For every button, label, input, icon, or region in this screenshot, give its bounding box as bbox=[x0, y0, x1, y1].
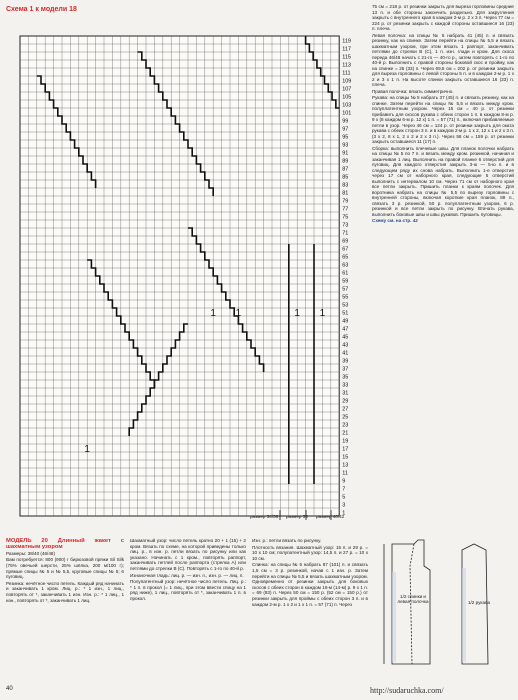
col2-para-2: Изнаночная гладь: лиц. р. — изн. п., изн. р. — лиц. п. bbox=[130, 572, 244, 578]
row-label: 3 bbox=[342, 502, 346, 509]
col3-para-2: Плотность вязания. Шахматный узор: 15 п. и 29 р. = 10 х 10 см; полупатентный узор: 14,5 п. и 27 р. = 10 х 10 см. bbox=[252, 544, 368, 561]
row-label: 41 bbox=[342, 350, 349, 357]
row-label: 115 bbox=[342, 54, 351, 61]
schematic-label-back: 1/2 спинки и левая полочка bbox=[397, 594, 429, 604]
col1-para-1: Размеры: 38/40 (46/48) bbox=[6, 550, 55, 556]
row-label: 61 bbox=[342, 270, 349, 277]
row-label: 103 bbox=[342, 102, 352, 109]
col2-para-3: Полупатентный узор: нечётное число петель. Лиц. р.: * 1 п. в прокол (= 1 лиц., при этом ввести спицу на 1 ряд ниже), 1 лиц., повторять от *, заканчивать 1 п. в прокол. bbox=[130, 579, 246, 601]
row-label: 109 bbox=[342, 78, 352, 85]
row-label: 27 bbox=[342, 406, 349, 413]
row-label: 93 bbox=[342, 142, 349, 149]
row-label: 87 bbox=[342, 166, 349, 173]
text-para-3: Правая полочка: вязать симметрично. bbox=[372, 88, 454, 94]
row-label: 1 bbox=[342, 510, 346, 517]
row-label: 5 bbox=[342, 494, 346, 501]
row-label: 113 bbox=[342, 62, 351, 69]
lower-column-1 bbox=[6, 538, 124, 604]
row-label: 17 bbox=[342, 446, 349, 453]
col2-para-1: Шахматный узор: число петель кратно 20 + 1 (15) + 2 кром. Вязать по схеме, на которой приведены только лиц. р., в изн. р. петли вязать по рисунку или как указано. Начинать с 1 кром., повторять раппорт, заканчивать петлей после раппорта (стрелка А) или петлями до стрелки В (С). Повторять с 1-го по 40-й р. bbox=[130, 538, 246, 571]
source-url[interactable]: http://sudaruchka.com/ bbox=[370, 686, 444, 695]
size-label-38: размер 38 bbox=[286, 514, 308, 519]
row-label: 55 bbox=[342, 294, 349, 301]
size-label-40-42: размер 40/42 bbox=[316, 514, 345, 519]
row-label: 75 bbox=[342, 214, 349, 221]
row-label: 21 bbox=[342, 430, 349, 437]
row-label: 77 bbox=[342, 206, 349, 213]
right-text-column bbox=[372, 4, 514, 225]
model-heading: МОДЕЛЬ 20 Длинный жакет с шахматным узором bbox=[6, 538, 124, 551]
cell-mark: 1 bbox=[235, 308, 242, 319]
row-label: 47 bbox=[342, 326, 349, 333]
row-label: 39 bbox=[342, 358, 349, 365]
text-para-5: Сборка: выполнить плечевые швы. Для планок полочки набрать на спицы № 5 по 7 п. и вязать между кром. резинкой, начиная и заканчивая 1 лиц. Выполнить на правой планке 6 отверстий для пуговиц. Для каждого отверстия закрыть 3-ю — 5-ю п. и в следующем ряду их снова набрать. Выполнить 1-е отверстие через 17 см от наборного края, следующие 5 отверстий выполнить с интервалом 10 см. Через 71 см от наборного края все петли закрыть. Пришить планки к краям полочек. Для воротника набрать на спицы № 5,5 по вырезу горловины с внутренней стороны, включая короткие края планок, 89 п., связать 3 р. резинкой, 50 р. полуплатентным узором, 6 р. резинкой и все петли закрыть по рисунку. Втачать рукава, выполнить боковые швы и швы рукавов. Пришить пуговицы. bbox=[372, 145, 514, 217]
cell-mark: 1 bbox=[84, 444, 90, 455]
cell-mark: 1 bbox=[294, 308, 300, 319]
row-label: 117 bbox=[342, 46, 351, 53]
row-label: 37 bbox=[342, 366, 349, 373]
text-para-1: 75 см = 218 р. от резинки закрыть для выреза горловины средние 13 п. и обе стороны закончить раздельно. Для закругления закрыть с внутреннего края в каждом 2-м р. 2 х 3 п. Через 77 см = 224 р. от резинки закрыть с каждой стороны оставшиеся 16 (23) п. плеча. bbox=[372, 4, 514, 31]
col3-para-1: Изн. р.: петли вязать по рисунку. bbox=[252, 538, 322, 543]
row-label: 57 bbox=[342, 286, 349, 293]
schema-link[interactable]: Схему см. на стр. 42 bbox=[372, 218, 418, 223]
row-label: 59 bbox=[342, 278, 349, 285]
row-label: 79 bbox=[342, 198, 349, 205]
row-label: 67 bbox=[342, 246, 349, 253]
cell-mark: 1 bbox=[210, 308, 216, 319]
lower-column-3 bbox=[252, 538, 368, 608]
row-label: 85 bbox=[342, 174, 349, 181]
row-label: 91 bbox=[342, 150, 349, 157]
row-label: 45 bbox=[342, 334, 349, 341]
row-label: 9 bbox=[342, 478, 346, 485]
row-label: 71 bbox=[342, 230, 349, 237]
row-label: 73 bbox=[342, 222, 349, 229]
row-label: 99 bbox=[342, 118, 349, 125]
text-para-2: Левая полочка: на спицы № 5 набрать 41 (45) п. и связать резинку, как на спинке. Затем перейти на спицы № 5,5 и вязать шахматным узором, при этом вязать 1 раппорт, заканчивать петлями до стрелки В (С), 1 п. изн. глади и кром. Для скоса переда 46/48 начать с 21-го — 40-го р., затем повторять с 1-го по 40-й р. Выполнить с правой стороны боковой скос и пройму, как на спинке = 25 (33) п. Через 69,5 см = 202 р. от резинки закрыть для выреза горловины с левой стороны 5 п. и в каждом 2-м р. 1 х 2 и 3 х 1 п. На высоте спинки закрыть оставшиеся 16 (23) п. плеча. bbox=[372, 32, 514, 87]
row-label: 105 bbox=[342, 94, 352, 101]
row-label: 89 bbox=[342, 158, 349, 165]
row-label: 97 bbox=[342, 126, 349, 133]
row-label: 107 bbox=[342, 86, 352, 93]
chart-grid bbox=[20, 36, 351, 516]
lower-column-2 bbox=[130, 538, 246, 603]
row-label: 23 bbox=[342, 422, 349, 429]
row-label: 49 bbox=[342, 318, 349, 325]
pattern-schematic bbox=[374, 536, 516, 686]
page-number: 40 bbox=[6, 686, 13, 692]
row-label: 63 bbox=[342, 262, 349, 269]
row-label: 13 bbox=[342, 462, 349, 469]
row-label: 35 bbox=[342, 374, 349, 381]
row-label: 101 bbox=[342, 110, 352, 117]
row-label: 19 bbox=[342, 438, 349, 445]
row-label: 11 bbox=[342, 470, 348, 477]
row-label: 119 bbox=[342, 38, 351, 45]
chart-title: Схема 1 к модели 18 bbox=[6, 6, 77, 13]
row-label: 31 bbox=[342, 390, 349, 397]
row-label: 65 bbox=[342, 254, 349, 261]
row-label: 43 bbox=[342, 342, 349, 349]
cell-mark: 1 bbox=[319, 308, 326, 319]
col1-para-3: Резинка: нечётное число петель. Каждый ряд начинать и заканчивать 1 кром. Лиц. р.: * 1 изн., 1 лиц., повторять от *, заканчивать 1 изн. Изн. р.: * 1 лиц., 1 изн., повторять от *, заканчивать 1 лиц. bbox=[6, 580, 124, 603]
schematic-label-sleeve: 1/2 рукава bbox=[467, 600, 491, 605]
row-label: 29 bbox=[342, 398, 349, 405]
knitting-chart bbox=[8, 28, 370, 528]
row-label: 15 bbox=[342, 454, 349, 461]
front-line bbox=[410, 544, 414, 664]
col1-para-2: Вам потребуется: 800 (900) г бирюзовой пряжи Sil Silk (75% овечьей шерсти, 25% шёлка, 200 м/100 г); прямые спицы № 5 и № 5,5, круговые спицы № 5; 6 пуговиц. bbox=[6, 557, 124, 580]
col3-para-3: Спинка: на спицы № 5 набрать 87 (101) п. и связать 1,5 см = 3 р. резинкой, начав с 1 изн. р. Затем перейти на спицы № 5,5 и вязать шахматным узором. Одновременно от резинки закрыть для боковых скосов с обеих сторон в каждом 16-м (14-м) р. 9 х 1 п. = 69 (83) п. Через 50 см = 150 р. (52 см = 150 р.) от резинки закрыть для проймы с обеих сторон 3 п. и в каждом 2-м р. 1 х 2 и 1 х 1 п. = 57 (71) п. Через bbox=[252, 562, 368, 607]
row-label: 33 bbox=[342, 382, 349, 389]
row-label: 95 bbox=[342, 134, 349, 141]
size-label-34-36: размер 34/36 bbox=[250, 514, 279, 519]
row-label: 69 bbox=[342, 238, 349, 245]
row-label: 53 bbox=[342, 302, 349, 309]
row-label: 111 bbox=[342, 70, 351, 77]
row-label: 7 bbox=[342, 486, 346, 493]
row-label: 51 bbox=[342, 310, 349, 317]
row-label: 25 bbox=[342, 414, 349, 421]
row-label: 81 bbox=[342, 190, 349, 197]
text-para-4: Рукава: на спицы № 5 набрать 37 (45) п. и связать резинку, как на спинке. Затем перейти на спицы № 5,5 и вязать между кром. полуплатентным узором. Через 15 см = 40 р. от резинки прибавить для скосов рукава с обеих сторон 1 п. в каждом 8-м р. 9 х (8 каждом 6-м р. 12 х) 1 п. = 57 (71) п., включая прибавляемые петли в узор. Через 46 см = 124 р. от резинки закрыть для оката рукава с обеих сторон 3 п. и в каждом 2-м р. 1 х 2, 12 х 1 и 2 х 3 п. (3 х 2, 8 х 1, 2 х 2 и 2 х 3 п.). Через 58 см = 159 р. от резинки закрыть оставшиеся 11 (17) п. bbox=[372, 95, 514, 144]
row-label: 83 bbox=[342, 182, 349, 189]
